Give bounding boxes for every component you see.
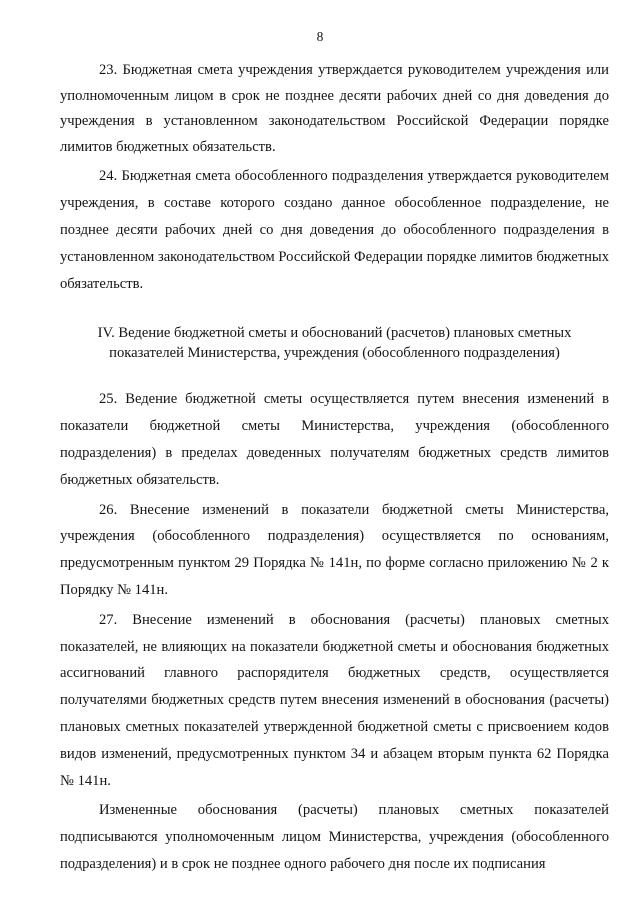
page-number: 8: [316, 29, 324, 44]
paragraph-24: 24. Бюджетная смета обособленного подразделения утверждается руководителем учреждения, в составе которого создано данное обособленное подразделение, не позднее десяти рабочих дней со дня доведения до обособленного подразделения в установленном законодательством Российской Федерации порядке лимитов бюджетных обязательств.: [60, 168, 609, 292]
paragraph-25: 25. Ведение бюджетной сметы осуществляется путем внесения изменений в показатели бюджетной сметы Министерства, учреждения (обособленного подразделения) в пределах доведенных получателям бюджетных средств лимитов бюджетных обязательств.: [60, 391, 609, 488]
paragraph-23: 23. Бюджетная смета учреждения утверждается руководителем учреждения или уполномоченным лицом в срок не позднее десяти рабочих дней со дня доведения до учреждения в установленном законодательством Российской Федерации порядке лимитов бюджетных обязательств.: [60, 62, 609, 155]
section-heading: [60, 323, 609, 363]
document-body: [60, 58, 609, 881]
paragraph-27-continuation: Измененные обоснования (расчеты) плановых сметных показателей подписываются уполномоченным лицом Министерства, учреждения (обособленного подразделения) и в срок не позднее одного рабочего дня после их подписания: [60, 802, 609, 872]
section-heading-line-2: показателей Министерства, учреждения (обособленного подразделения): [109, 345, 560, 362]
paragraph-27: 27. Внесение изменений в обоснования (расчеты) плановых сметных показателей, не влияющих на показатели бюджетной сметы и обоснования бюджетных ассигнований главного распорядителя бюджетных средств, осуществляется получателями бюджетных средств путем внесения изменений в обоснования (расчеты) плановых сметных показателей утвержденной бюджетной сметы с присвоением кодов видов изменений, предусмотренных пунктом 34 и абзацем вторым пункта 62 Порядка № 141н.: [60, 611, 609, 789]
section-heading-line-1: IV. Ведение бюджетной сметы и обоснований (расчетов) плановых сметных: [97, 325, 572, 342]
paragraph-26: 26. Внесение изменений в показатели бюджетной сметы Министерства, учреждения (обособленного подразделения) осуществляется по основаниям, предусмотренным пунктом 29 Порядка № 141н, по форме согласно приложению № 2 к Порядку № 141н.: [60, 501, 609, 598]
